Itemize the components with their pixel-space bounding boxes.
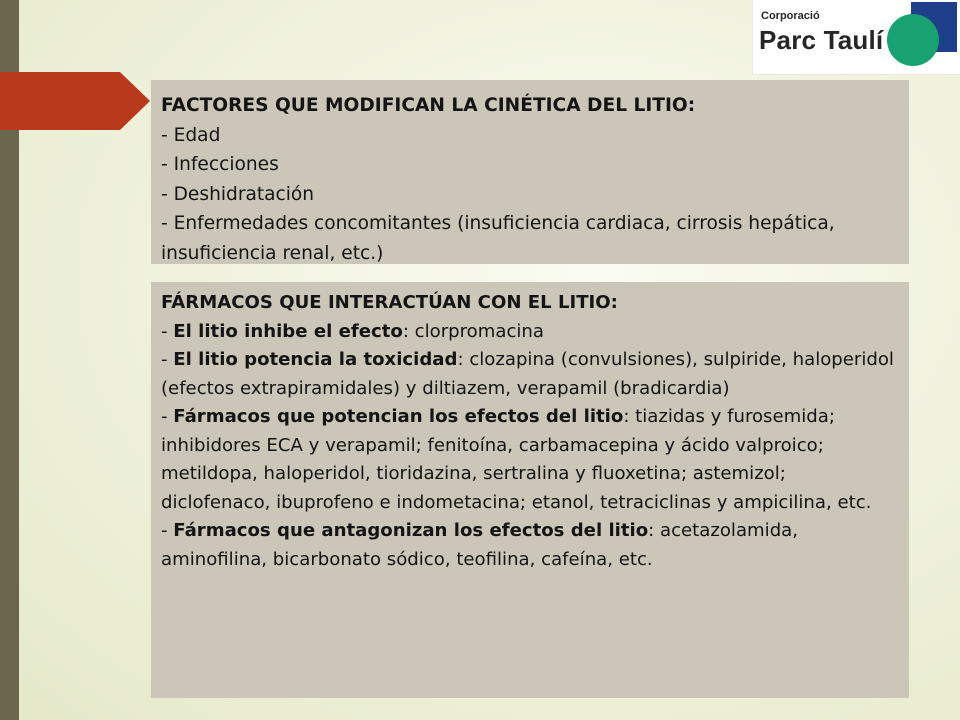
factor-item: - Enfermedades concomitantes (insuficiencia cardiaca, cirrosis hepática, insuficiencia renal, etc.): [161, 213, 835, 264]
item-dash: -: [161, 406, 174, 427]
item-text: : acetazolamida, aminofilina, bicarbonato sódico, teofilina, cafeína, etc.: [161, 520, 799, 570]
item-dash: -: [161, 320, 174, 342]
item-bold-label: El litio inhibe el efecto: [173, 320, 403, 342]
interaction-item: [161, 346, 899, 403]
factor-item: - Deshidratación: [161, 183, 315, 205]
parc-tauli-logo: [752, 0, 960, 75]
logo-line-1: Corporació: [761, 10, 820, 22]
item-text: : clozapina (convulsiones), sulpiride, haloperidol (efectos extrapiramidales) y diltiazem, verapamil (bradicardia): [161, 349, 894, 399]
kinetics-factors-box: [151, 80, 909, 264]
drug-interactions-box: [151, 282, 909, 698]
logo-line-2: Parc Taulí: [759, 25, 884, 55]
kinetics-factors-title: FACTORES QUE MODIFICAN LA CINÉTICA DEL LITIO:: [161, 95, 696, 116]
interaction-item: [161, 403, 899, 517]
interaction-item: [161, 517, 899, 574]
factor-item: - Infecciones: [161, 154, 279, 175]
item-bold-label: Fármacos que potencian los efectos del litio: [173, 406, 624, 427]
interaction-item: [161, 318, 899, 347]
drug-interactions-title: FÁRMACOS QUE INTERACTÚAN CON EL LITIO:: [161, 292, 618, 313]
logo-mark-icon: [881, 0, 960, 74]
item-text: : tiazidas y furosemida; inhibidores ECA y verapamil; fenitoína, carbamacepina y ácido valproico; metildopa, haloperidol, tioridazina, sertralina y fluoxetina; astemizol; diclofenaco, ibuprofeno e indometacina; etanol, tetraciclinas y ampicilina, etc.: [161, 406, 872, 513]
factor-item: - Edad: [161, 124, 221, 146]
slide-pointer-arrow: [0, 72, 150, 130]
item-bold-label: Fármacos que antagonizan los efectos del litio: [173, 520, 649, 541]
item-bold-label: El litio potencia la toxicidad: [173, 349, 458, 370]
item-dash: -: [161, 520, 174, 541]
item-text: : clorpromacina: [402, 320, 544, 342]
item-dash: -: [161, 349, 174, 370]
